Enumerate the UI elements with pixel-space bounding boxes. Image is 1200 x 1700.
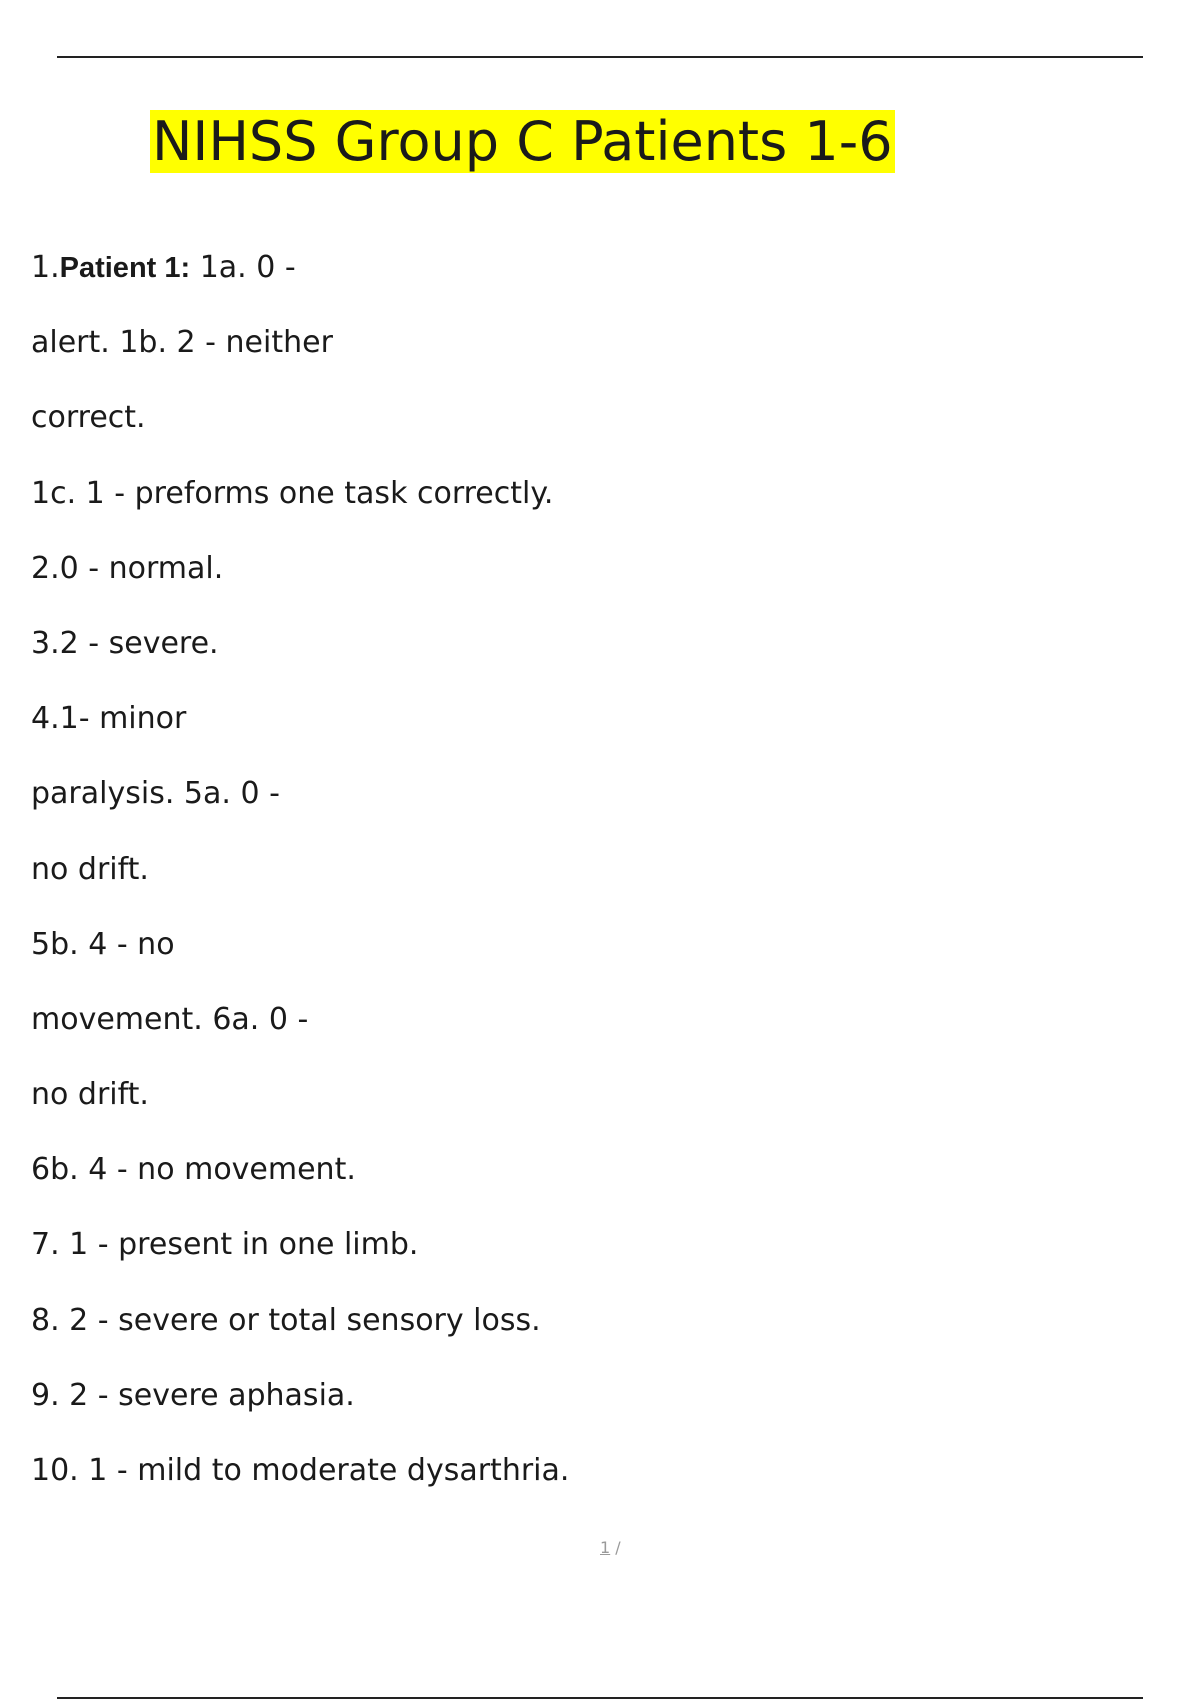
header-rule bbox=[57, 56, 1143, 58]
patient-label: Patient 1: bbox=[59, 252, 191, 284]
line-text: 4.1- minor bbox=[31, 701, 187, 737]
list-line bbox=[31, 323, 569, 398]
line-text: 1c. 1 - preforms one task correctly. bbox=[31, 475, 554, 511]
page-number-current: 1 bbox=[600, 1538, 611, 1557]
list-line bbox=[31, 1301, 569, 1376]
line-text: 6b. 4 - no movement. bbox=[31, 1152, 356, 1188]
line-text: no drift. bbox=[31, 851, 149, 887]
line-text: correct. bbox=[31, 400, 146, 436]
list-line bbox=[31, 1225, 569, 1300]
list-line bbox=[31, 1376, 569, 1451]
line-text: 7. 1 - present in one limb. bbox=[31, 1227, 419, 1263]
list-line bbox=[31, 1075, 569, 1150]
document-title bbox=[150, 108, 895, 176]
footer-rule bbox=[57, 1697, 1143, 1699]
list-line bbox=[31, 850, 569, 925]
line-text: movement. 6a. 0 - bbox=[31, 1001, 309, 1037]
list-line bbox=[31, 699, 569, 774]
title-highlight: NIHSS Group C Patients 1-6 bbox=[152, 110, 893, 173]
list-line bbox=[31, 398, 569, 473]
list-line bbox=[31, 1000, 569, 1075]
line-text: alert. 1b. 2 - neither bbox=[31, 325, 333, 361]
line-text: 5b. 4 - no bbox=[31, 926, 175, 962]
list-line bbox=[31, 549, 569, 624]
list-line bbox=[31, 1150, 569, 1225]
page-number bbox=[600, 1538, 621, 1557]
line-text: 9. 2 - severe aphasia. bbox=[31, 1377, 355, 1413]
list-number: 1. bbox=[31, 250, 60, 285]
list-line bbox=[31, 624, 569, 699]
list-line bbox=[31, 248, 569, 323]
list-line bbox=[31, 1451, 569, 1526]
line-text: paralysis. 5a. 0 - bbox=[31, 776, 280, 812]
page-number-separator: / bbox=[610, 1538, 621, 1557]
list-line bbox=[31, 474, 569, 549]
line-text: 10. 1 - mild to moderate dysarthria. bbox=[31, 1453, 570, 1488]
list-line bbox=[31, 774, 569, 849]
line-text: 8. 2 - severe or total sensory loss. bbox=[31, 1302, 541, 1338]
score-list bbox=[31, 248, 569, 1526]
line-text: 2.0 - normal. bbox=[31, 550, 224, 586]
line-text: 3.2 - severe. bbox=[31, 625, 219, 661]
list-line bbox=[31, 925, 569, 1000]
line-text: no drift. bbox=[31, 1077, 149, 1113]
line-text: 1a. 0 - bbox=[190, 250, 296, 285]
